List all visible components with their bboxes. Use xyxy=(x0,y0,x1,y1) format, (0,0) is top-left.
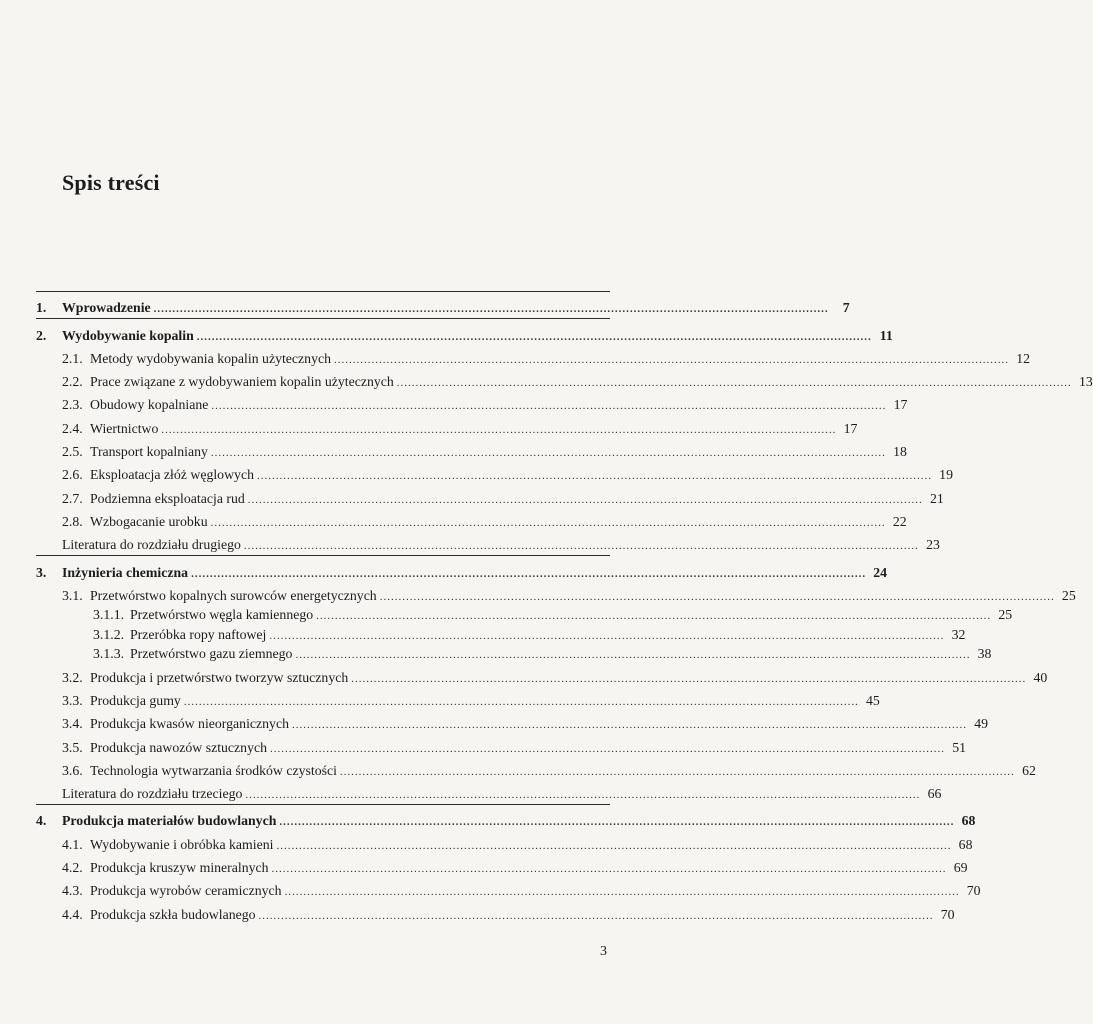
toc-number: 4.1. xyxy=(62,836,83,852)
dot-leader: .................................................................................................................................................................................... xyxy=(161,423,837,436)
dot-leader: .................................................................................................................................................................................... xyxy=(271,863,947,876)
toc-section-2-3[interactable] xyxy=(36,390,908,413)
toc-number: 2.7. xyxy=(62,490,83,506)
toc-number: 4.2. xyxy=(62,860,83,876)
toc-page-number: 11 xyxy=(879,327,893,343)
toc-label: Produkcja materiałów budowlanych xyxy=(62,813,277,829)
toc-label: Inżynieria chemiczna xyxy=(62,564,189,580)
toc-label: Produkcja gumy xyxy=(90,692,181,708)
dot-leader: .................................................................................................................................................................................... xyxy=(153,303,829,316)
dot-leader: .................................................................................................................................................................................... xyxy=(291,719,967,732)
toc-number: 2.8. xyxy=(62,513,83,529)
toc-number: 4.4. xyxy=(62,906,83,922)
section-separator xyxy=(36,555,610,556)
toc-page-number: 66 xyxy=(927,786,942,802)
toc-number: 2.6. xyxy=(62,467,83,483)
toc-number: 3. xyxy=(36,564,47,580)
toc-label: Obudowy kopalniane xyxy=(90,397,209,413)
dot-leader: .................................................................................................................................................................................... xyxy=(396,377,1072,390)
dot-leader: .................................................................................................................................................................................... xyxy=(196,330,872,343)
toc-page-number: 17 xyxy=(893,397,908,413)
toc-number: 2.2. xyxy=(62,374,83,390)
toc-page-number: 12 xyxy=(1016,350,1030,366)
toc-label: Literatura do rozdziału drugiego xyxy=(62,537,241,553)
toc-label: Eksploatacja złóż węglowych xyxy=(90,467,254,483)
toc-page-number: 21 xyxy=(929,490,944,506)
toc-page-number: 68 xyxy=(958,836,973,852)
toc-label: Transport kopalniany xyxy=(90,444,208,460)
toc-section-2-4[interactable] xyxy=(36,413,858,436)
toc-literature-chapter-2[interactable] xyxy=(36,530,940,553)
toc-label: Przetwórstwo kopalnych surowców energetycznych xyxy=(90,587,377,603)
toc-number: 2.3. xyxy=(62,397,83,413)
dot-leader: .................................................................................................................................................................................... xyxy=(256,470,932,483)
dot-leader: .................................................................................................................................................................................... xyxy=(284,886,960,899)
dot-leader: .................................................................................................................................................................................... xyxy=(258,909,934,922)
toc-page-number: 22 xyxy=(892,513,907,529)
toc-number: 3.1.2. xyxy=(93,626,125,642)
toc-section-3-3[interactable] xyxy=(36,686,880,709)
toc-subsection-3-1-1[interactable] xyxy=(36,604,1013,624)
dot-leader: .................................................................................................................................................................................... xyxy=(183,695,859,708)
toc-section-4-1[interactable] xyxy=(36,829,973,852)
toc-number: 4. xyxy=(36,813,47,829)
toc-number: 2. xyxy=(36,327,47,343)
toc-number: 1. xyxy=(36,300,47,316)
dot-leader: .................................................................................................................................................................................... xyxy=(351,672,1027,685)
dot-leader: .................................................................................................................................................................................... xyxy=(279,816,955,829)
toc-section-3-4[interactable] xyxy=(36,709,988,732)
toc-page-number: 45 xyxy=(866,692,880,708)
toc-label: Przetwórstwo węgla kamiennego xyxy=(130,607,314,623)
toc-page-number: 70 xyxy=(940,906,955,922)
toc-label: Technologia wytwarzania środków czystości xyxy=(90,762,337,778)
toc-label: Podziemna eksploatacja rud xyxy=(90,490,245,506)
dot-leader: .................................................................................................................................................................................... xyxy=(316,610,992,623)
toc-literature-chapter-3[interactable] xyxy=(36,779,942,802)
dot-leader: .................................................................................................................................................................................... xyxy=(379,590,1055,603)
toc-number: 2.4. xyxy=(62,420,83,436)
toc-number: 3.1.3. xyxy=(93,646,125,662)
toc-section-2-5[interactable] xyxy=(36,437,907,460)
toc-page-number: 13 xyxy=(1078,374,1093,390)
toc-section-4-4[interactable] xyxy=(36,899,955,922)
toc-section-2-2[interactable] xyxy=(36,367,1093,390)
toc-page-number: 68 xyxy=(961,813,976,829)
dot-leader: .................................................................................................................................................................................... xyxy=(243,540,919,553)
dot-leader: .................................................................................................................................................................................... xyxy=(270,742,946,755)
toc-page-number: 38 xyxy=(977,646,992,662)
toc-label: Prace związane z wydobywaniem kopalin użytecznych xyxy=(90,374,394,390)
toc-section-4-3[interactable] xyxy=(36,876,981,899)
toc-number: 3.4. xyxy=(62,716,83,732)
toc-page-number: 7 xyxy=(842,300,850,316)
toc-section-2-6[interactable] xyxy=(36,460,953,483)
dot-leader: .................................................................................................................................................................................... xyxy=(245,789,921,802)
dot-leader: .................................................................................................................................................................................... xyxy=(269,629,945,642)
toc-label: Produkcja szkła budowlanego xyxy=(90,906,256,922)
dot-leader: .................................................................................................................................................................................... xyxy=(339,765,1015,778)
page-title: Spis treści xyxy=(62,170,160,195)
toc-section-3-6[interactable] xyxy=(36,756,1036,779)
dot-leader: .................................................................................................................................................................................... xyxy=(211,400,887,413)
toc-page-number: 23 xyxy=(926,537,940,553)
toc-page-number: 24 xyxy=(873,564,888,580)
toc-label: Przeróbka ropy naftowej xyxy=(130,626,267,642)
toc-chapter-1[interactable] xyxy=(36,293,850,316)
toc-number: 2.1. xyxy=(62,350,83,366)
toc-label: Wydobywanie kopalin xyxy=(62,327,194,343)
toc-number: 3.5. xyxy=(62,739,83,755)
toc-label: Produkcja kwasów nieorganicznych xyxy=(90,716,289,732)
toc-label: Wzbogacanie urobku xyxy=(90,513,208,529)
toc-chapter-3[interactable] xyxy=(36,557,888,580)
toc-page-number: 51 xyxy=(952,739,967,755)
toc-label: Produkcja i przetwórstwo tworzyw sztucznych xyxy=(90,669,349,685)
toc-label: Wiertnictwo xyxy=(90,420,159,436)
toc-label: Wydobywanie i obróbka kamieni xyxy=(90,836,274,852)
dot-leader: .................................................................................................................................................................................... xyxy=(210,447,886,460)
toc-section-3-2[interactable] xyxy=(36,662,1048,685)
toc-page-number: 17 xyxy=(843,420,858,436)
dot-leader: .................................................................................................................................................................................... xyxy=(247,493,923,506)
toc-page-number: 25 xyxy=(998,607,1013,623)
toc-number: 3.1.1. xyxy=(93,607,125,623)
toc-section-2-1[interactable] xyxy=(36,344,1030,367)
toc-number: 3.1. xyxy=(62,587,83,603)
toc-page-number: 19 xyxy=(939,467,953,483)
toc-label: Produkcja kruszyw mineralnych xyxy=(90,860,269,876)
toc-chapter-2[interactable] xyxy=(36,320,893,343)
toc-section-2-8[interactable] xyxy=(36,507,907,530)
toc-page-number: 70 xyxy=(966,883,981,899)
toc-page-number: 25 xyxy=(1061,587,1076,603)
toc-number: 4.3. xyxy=(62,883,83,899)
table-of-contents xyxy=(36,289,1093,923)
section-separator xyxy=(36,318,610,319)
toc-label: Wprowadzenie xyxy=(62,300,151,316)
toc-label: Literatura do rozdziału trzeciego xyxy=(62,786,243,802)
toc-number: 3.3. xyxy=(62,692,83,708)
toc-label: Produkcja nawozów sztucznych xyxy=(90,739,268,755)
toc-subsection-3-1-3[interactable] xyxy=(36,643,992,663)
toc-page-number: 49 xyxy=(974,716,988,732)
page-folio-number: 3 xyxy=(600,944,607,959)
toc-page-number: 69 xyxy=(953,860,968,876)
toc-page-number: 40 xyxy=(1033,669,1048,685)
toc-section-2-7[interactable] xyxy=(36,483,944,506)
dot-leader: .................................................................................................................................................................................... xyxy=(191,567,867,580)
toc-page-number: 62 xyxy=(1022,762,1036,778)
dot-leader: .................................................................................................................................................................................... xyxy=(334,353,1009,366)
toc-chapter-4[interactable] xyxy=(36,806,976,829)
dot-leader: .................................................................................................................................................................................... xyxy=(210,516,886,529)
dot-leader: .................................................................................................................................................................................... xyxy=(276,839,952,852)
toc-subsection-3-1-2[interactable] xyxy=(36,623,966,643)
toc-label: Produkcja wyrobów ceramicznych xyxy=(90,883,282,899)
toc-label: Metody wydobywania kopalin użytecznych xyxy=(90,350,331,366)
toc-page-number: 32 xyxy=(951,626,966,642)
section-separator xyxy=(36,804,610,805)
toc-section-3-5[interactable] xyxy=(36,732,967,755)
toc-number: 3.2. xyxy=(62,669,83,685)
toc-label: Przetwórstwo gazu ziemnego xyxy=(130,646,293,662)
toc-section-4-2[interactable] xyxy=(36,853,968,876)
dot-leader: .................................................................................................................................................................................... xyxy=(295,649,971,662)
section-separator xyxy=(36,291,610,292)
toc-page-number: 18 xyxy=(893,444,907,460)
toc-section-3-1[interactable] xyxy=(36,581,1076,604)
toc-number: 3.6. xyxy=(62,762,83,778)
toc-number: 2.5. xyxy=(62,444,83,460)
